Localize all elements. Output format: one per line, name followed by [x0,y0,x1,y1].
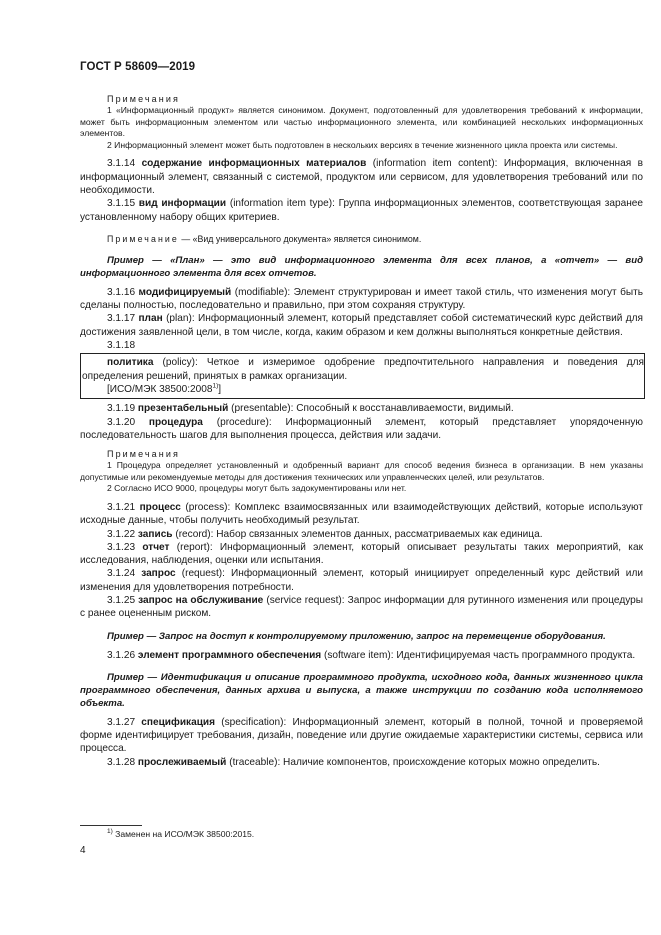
term: политика [107,357,154,369]
notes-heading: Примечания [107,94,180,104]
term: запись [137,528,173,540]
document-header: ГОСТ Р 58609—2019 [80,61,196,73]
definition-3-1-15: 3.1.15 вид информации (information item type): Группа информационных элементов, соответствующая заранее установленному набору общих критериев. [80,198,643,223]
example: Пример — «План» — это вид информационного элемента для всех планов, а «отчет» — вид информационного элемента для всех отчетов. [80,254,643,279]
term: запрос [141,568,176,580]
term: модифицируемый [138,286,232,298]
note-item: 1 «Информационный продукт» является синонимом. Документ, подготовленный для удовлетворения требований к информации, может быть информационным элементом или частью информационного элемента, или комбинацией нескольких информационных элементов. [80,105,643,139]
term: спецификация [141,716,216,728]
definition-3-1-19: 3.1.19 презентабельный (presentable): Способный к восстанавливаемости, видимый. [107,403,514,415]
term: запрос на обслуживание [138,594,264,606]
term: вид информации [138,198,227,210]
boxed-definition-3-1-18: политика (policy): Четкое и измеримое одобрение предпочтительного направления и поведения для определения решений, принятых в рамках организации. [ИСО/МЭК 38500:2008$^{1)}$] [80,353,645,399]
note-item: 2 Информационный элемент может быть подготовлен в нескольких версиях в течение жизненного цикла проекта или системы. [107,139,618,150]
definition-3-1-26: 3.1.26 элемент программного обеспечения (software item): Идентифицируемая часть программного продукта. [107,649,636,661]
definition-3-1-21: 3.1.21 процесс (process): Комплекс взаимосвязанных или взаимодействующих действий, которые используют исходные данные, чтобы получить необходимый результат. [80,501,644,527]
definition-3-1-24: 3.1.24 запрос (request): Информационный элемент, который инициирует определенный курс действий или изменения для удовлетворения потребности. [80,568,643,593]
footnote-ref: 1) [212,382,219,390]
example: Пример — Идентификация и описание программного продукта, исходного кода, данных жизненного цикла программного обеспечения, данных архива и выпуска, а также инструкции по созданию кода исполняемого объекта. [80,671,643,709]
definition-3-1-20: 3.1.20 процедура (procedure): Информационный элемент, который представляет упорядоченную последовательность шагов для выполнения процесса, действия или задачи. [80,416,643,441]
term: план [138,313,163,325]
page-content [80,93,643,769]
term: процесс [139,501,181,513]
example: Пример — Запрос на доступ к контролируемому приложению, запрос на перемещение оборудования. [107,630,606,642]
definition-3-1-17: 3.1.17 план (plan): Информационный элемент, который представляет собой систематический курс действий для достижения заявленной цели, в том числе, когда, каким образом и кем должны выполняться конкретные действия. [80,313,643,338]
definition-3-1-25: 3.1.25 запрос на обслуживание (service request): Запрос информации для рутинного изменения или процедуры с ранее оцененным риском. [80,594,644,620]
note-item: 2 Согласно ИСО 9000, процедуры могут быть задокументированы или нет. [107,483,407,494]
definition-3-1-16: 3.1.16 модифицируемый (modifiable): Элемент структурирован и имеет такой стиль, что изменения могут быть сделаны полностью, последовательно и правильно, при этом сохраняя структуру. [80,286,643,312]
definition-number: 3.1.18 [107,340,136,352]
page-number: 4 [80,845,86,856]
notes-heading: Примечания [107,449,180,460]
definition-3-1-22: 3.1.22 запись (record): Набор связанных элементов данных, рассматриваемых как единица. [107,528,543,540]
note-item: 1 Процедура определяет установленный и одобренный вариант для способ ведения бизнеса в организации. В нем указаны допустимые или рекомендуемые методы для достижения технических или управленческих целей, или результатов. [80,460,643,482]
term: прослеживаемый [137,756,227,768]
term: презентабельный [137,403,229,415]
footnote: $^{1)}$ Заменен на ИСО/МЭК 38500:2015. [107,828,255,839]
term: отчет [142,541,170,553]
term: процедура [148,416,203,428]
definition-3-1-28: 3.1.28 прослеживаемый (traceable): Наличие компонентов, происхождение которых можно определить. [107,756,600,768]
note-inline: Примечание — «Вид универсального документа» является синонимом. [107,233,422,244]
footnote-divider [80,825,142,826]
definition-3-1-27: 3.1.27 спецификация (specification): Информационный элемент, который в полной, точной и проверяемой форме идентифицирует требования, дизайн, поведение или другие ожидаемые характеристики системы, сервиса или процесса. [80,716,643,755]
definition-3-1-23: 3.1.23 отчет (report): Информационный элемент, который описывает результаты таких мероприятий, как исследования, наблюдения, оценки или испытания. [80,541,643,567]
term: содержание информационных материалов [141,158,367,170]
definition-source: [ИСО/МЭК 38500:2008$^{1)}$] [107,382,222,395]
definition-3-1-14: 3.1.14 содержание информационных материалов (information item content): Информация, включенная в информационный элемент, связанный с системой, продуктом или сервисом, для удовлетворения требований или по необходимости. [80,158,644,196]
term: элемент программного обеспечения [137,649,322,661]
